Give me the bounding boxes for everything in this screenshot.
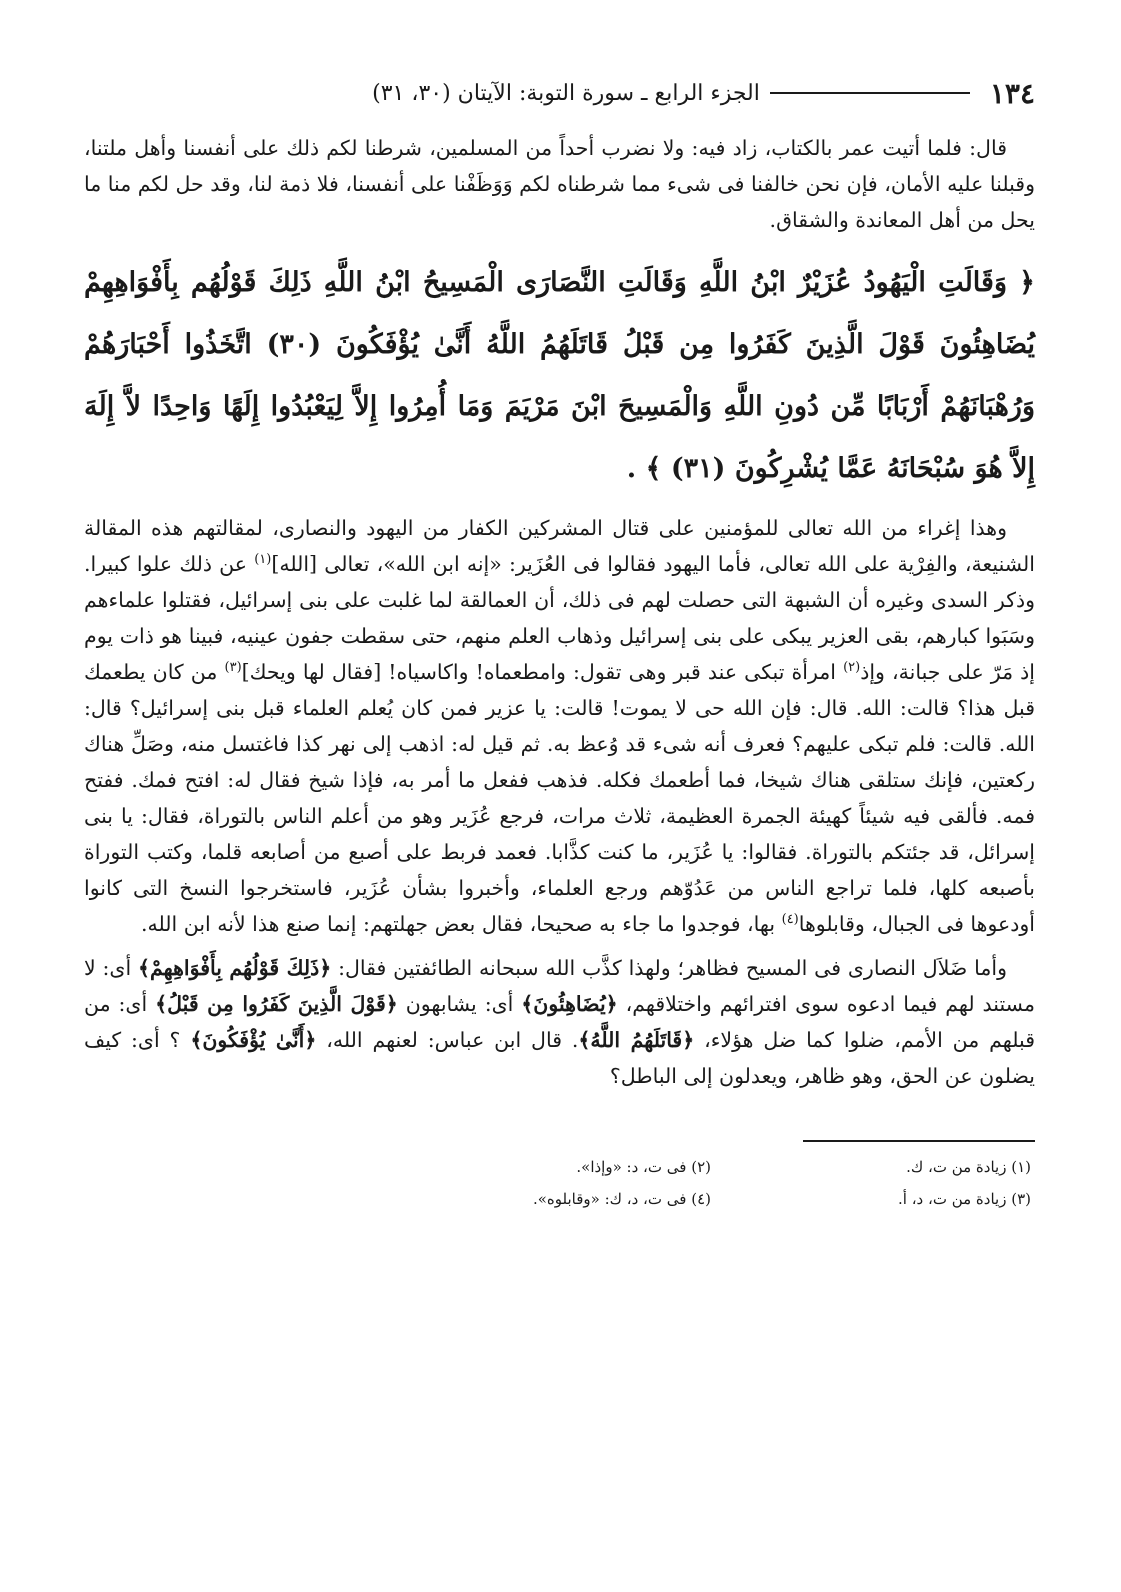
paragraph-uzair-story (84, 510, 1035, 942)
footnote-1: (١) زيادة من ت، ك. (906, 1158, 1031, 1176)
running-title: الجزء الرابع ـ سورة التوبة: الآيتان (٣٠، ٣١) (372, 80, 760, 106)
footnote-ref-1[interactable]: (١) (254, 552, 272, 568)
verse-close-bracket: ﴾ . (626, 453, 662, 484)
header-rule (770, 92, 970, 94)
verse-text-31: اتَّخَذُوا أَحْبَارَهُمْ وَرُهْبَانَهُمْ أَرْبَابًا مِّن دُونِ اللَّهِ وَالْمَسِيحَ ابْنَ مَرْيَمَ وَمَا أُمِرُوا إِلاَّ لِيَعْبُدُوا إِلَهًا وَاحِدًا لاَّ إِلَهَ إِلاَّ هُوَ سُبْحَانَهُ عَمَّا يُشْرِكُونَ (84, 329, 1035, 484)
uzair-text-1: وهذا إغراء من الله تعالى للمؤمنين على قتال المشركين الكفار من اليهود والنصارى، لمقالتهم هذه المقالة الشنيعة، والفِرْية على الله تعالى، فأما اليهود فقالوا فى العُزَير: «إنه ابن الله»، تعالى [الله] (84, 516, 1035, 576)
book-page (84, 70, 1035, 1212)
paragraph-christians (84, 950, 1035, 1094)
uzair-text-2: عن ذلك علوا كبيرا. وذكر السدى وغيره أن الشبهة التى حصلت لهم فى ذلك، أن العمالقة لما غلبت على بنى إسرائيل، فقتلوا علماءهم وسَبَوا كبارهم، بقى العزير يبكى على بنى إسرائيل وذهاب العلم منهم، حتى سقطت جفون عينيه، فبينا هو ذات يوم إذ مَرّ على جبانة، وإذ (84, 552, 1035, 684)
paragraph-treaty: قال: فلما أتيت عمر بالكتاب، زاد فيه: ولا نضرب أحداً من المسلمين، شرطنا لكم ذلك على أنفسنا وأهل ملتنا، وقبلنا عليه الأمان، فإن نحن خالفنا فى شىء مما شرطناه لكم وَوَظَفْنا على أنفسنا، فلا ذمة لنا، وقد حل لكم منا ما يحل من أهل المعاندة والشقاق. (84, 136, 1035, 232)
quran-verse-block (84, 252, 1035, 500)
verse-number-31: (٣١) (670, 453, 726, 484)
footnote-ref-2[interactable]: (٢) (843, 660, 861, 676)
verse-quote-3: ﴿قَوْلَ الَّذِينَ كَفَرُوا مِن قَبْلُ﴾ (155, 992, 398, 1016)
footnote-2: (٢) فى ت، د: «وإذا». (576, 1158, 711, 1176)
verse-text-30: وَقَالَتِ الْيَهُودُ عُزَيْرٌ ابْنُ اللَّهِ وَقَالَتِ النَّصَارَى الْمَسِيحُ ابْنُ اللَّهِ ذَلِكَ قَوْلُهُم بِأَفْوَاهِهِمْ يُضَاهِئُونَ قَوْلَ الَّذِينَ كَفَرُوا مِن قَبْلُ قَاتَلَهُمُ اللَّهُ أَنَّىٰ يُؤْفَكُونَ (84, 267, 1035, 360)
uzair-text-5: بها، فوجدوا ما جاء به صحيحا، فقال بعض جهلتهم: إنما صنع هذا لأنه ابن الله. (140, 912, 776, 936)
christians-text-5: . قال ابن عباس: لعنهم الله، (326, 1028, 579, 1052)
christians-text-2: أى: لا مستند لهم فيما ادعوه سوى افترائهم واختلاقهم، (84, 956, 1035, 1016)
verse-quote-5: ﴿أَنَّىٰ يُؤْفَكُونَ﴾ (190, 1028, 317, 1052)
christians-text-6: ؟ أى: كيف يضلون عن الحق، وهو ظاهر، ويعدلون إلى الباطل؟ (84, 1028, 1035, 1088)
page-number: ١٣٤ (989, 76, 1035, 110)
footnote-ref-3[interactable]: (٣) (224, 660, 242, 676)
verse-quote-2: ﴿يُضَاهِئُونَ﴾ (521, 992, 618, 1016)
page-header (84, 70, 1035, 116)
uzair-text-4: من كان يطعمك قبل هذا؟ قالت: الله. قال: فإن الله حى لا يموت! قالت: يا عزير فمن كان يُعلم العلماء قبل بنى إسرائيل؟ قال: الله. قالت: فلم تبكى عليهم؟ فعرف أنه شىء قد وُعظ به. ثم قيل له: اذهب إلى نهر كذا فاغتسل منه، وصَلِّ هناك ركعتين، فإنك ستلقى هناك شيخا، فما أطعمك فكله. فذهب ففعل ما أمر به، فإذا شيخ فقال له: افتح فمك. ففتح فمه. فألقى فيه شيئاً كهيئة الجمرة العظيمة، ثلاث مرات، فرجع عُزَير وهو من أعلم الناس بالتوراة، فقال: يا بنى إسرائل، قد جئتكم بالتوراة. فقالوا: يا عُزَير، ما كنت كذَّابا. فعمد فربط على أصبع من أصابعه قلما، وكتب التوراة بأصبعه كلها، فلما تراجع الناس من عَدُوّهم ورجع العلماء، وأخبروا بشأن عُزَير، فاستخرجوا النسخ التى كانوا أودعوها فى الجبال، وقابلوها (84, 660, 1035, 936)
verse-quote-1: ﴿ذَلِكَ قَوْلُهُم بِأَفْوَاهِهِمْ﴾ (138, 956, 332, 980)
christians-text-3: أى: يشابهون (405, 992, 514, 1016)
footnotes (84, 1154, 1035, 1212)
footnote-separator (803, 1140, 1035, 1142)
footnote-ref-4[interactable]: (٤) (781, 912, 799, 928)
verse-open-bracket: ﴿ (1019, 267, 1035, 298)
christians-text-1: وأما ضَلاَل النصارى فى المسيح فظاهر؛ ولهذا كذَّب الله سبحانه الطائفتين فقال: (338, 956, 1007, 980)
footnote-4: (٤) فى ت، د، ك: «وقابلوه». (532, 1190, 711, 1208)
verse-number-30: (٣٠) (266, 329, 322, 360)
verse-quote-4: ﴿قَاتَلَهُمُ اللَّهُ﴾ (578, 1028, 695, 1052)
christians-text-4: أى: من قبلهم من الأمم، ضلوا كما ضل هؤلاء، (84, 992, 1036, 1052)
footnote-3: (٣) زيادة من ت، د، أ. (897, 1190, 1031, 1208)
uzair-text-3: امرأة تبكى عند قبر وهى تقول: وامطعماه! واكاسياه! [فقال لها ويحك] (241, 660, 836, 684)
